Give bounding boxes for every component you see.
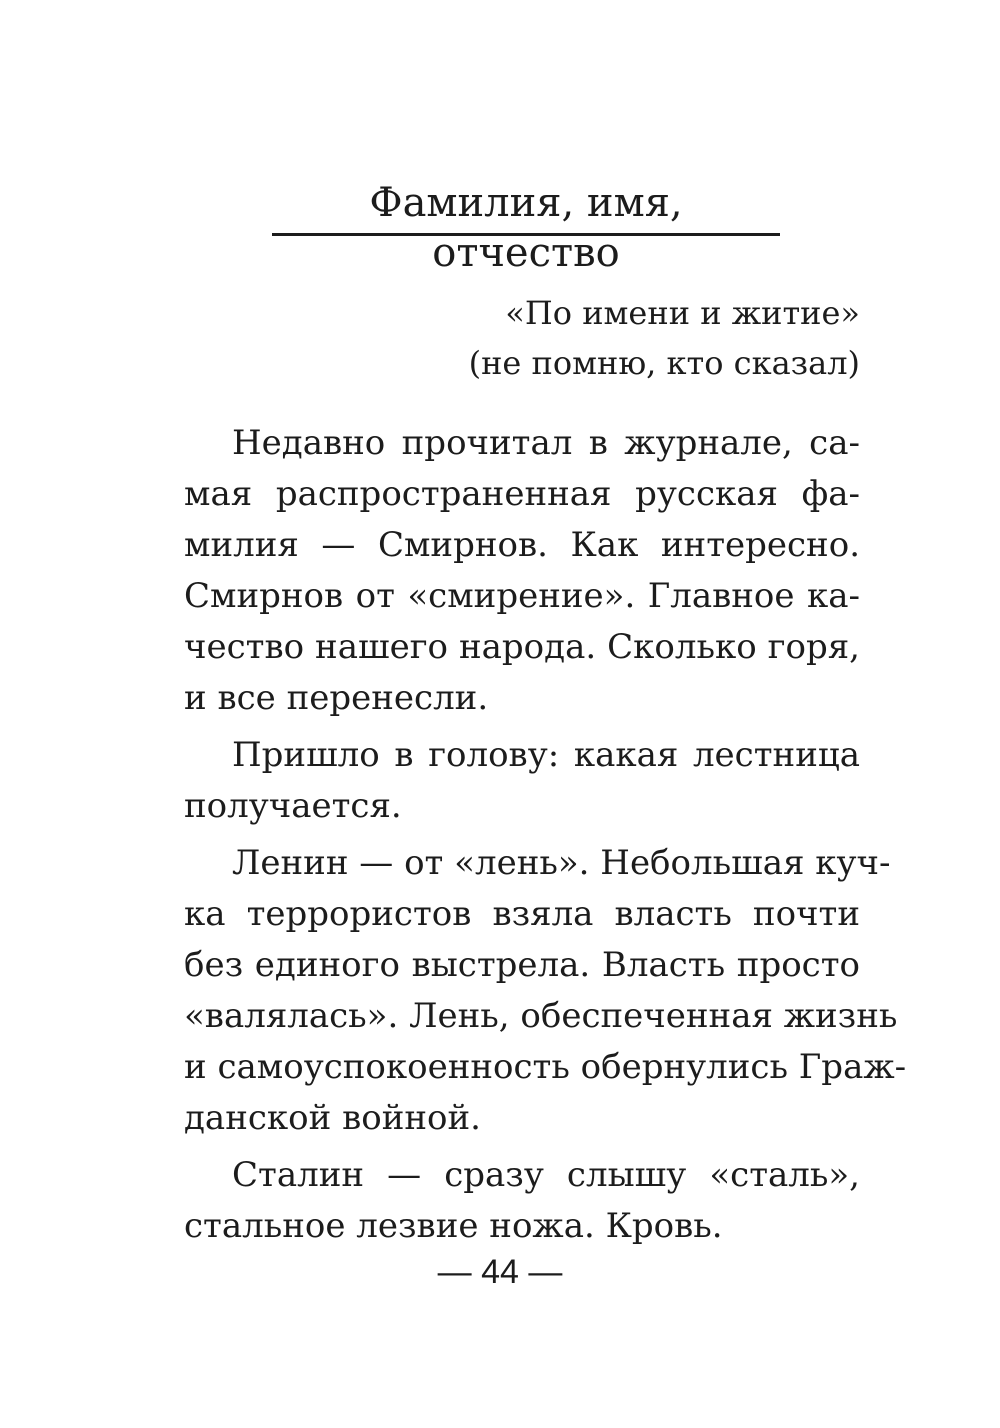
epigraph-quote: «По имени и житие» [505, 294, 860, 332]
text-line: данской войной. [184, 1098, 481, 1138]
paragraph [184, 418, 860, 724]
text-line: получается. [184, 786, 402, 826]
paragraph [184, 1150, 860, 1252]
text-line: Пришло в голову: какая лестница [232, 735, 860, 775]
text-line: ка террористов взяла власть почти [184, 894, 860, 934]
text-line: Сталин — сразу слышу «сталь», [232, 1155, 860, 1195]
body-text [184, 418, 907, 1258]
text-line: стальное лезвие ножа. Кровь. [184, 1206, 723, 1246]
epigraph-attribution: (не помню, кто сказал) [468, 344, 860, 382]
text-line: Смирнов от «смирение». Главное ка- [184, 576, 860, 616]
text-line: и все перенесли. [184, 678, 489, 718]
text-line: чество нашего народа. Сколько горя, [184, 627, 860, 667]
text-line: без единого выстрела. Власть просто [184, 945, 860, 985]
text-line: Недавно прочитал в журнале, са- [232, 423, 860, 463]
text-line: мая распространенная русская фа- [184, 474, 860, 514]
epigraph [440, 288, 860, 388]
text-line: милия — Смирнов. Как интересно. [184, 525, 860, 565]
paragraph [184, 730, 860, 832]
page-number: — 44 — [437, 1253, 563, 1291]
text-line: Ленин — от «лень». Небольшая куч- [232, 843, 891, 883]
chapter-title: Фамилия, имя, отчество [272, 178, 780, 236]
paragraph [184, 838, 907, 1144]
text-line: и самоуспокоенность обернулись Граж- [184, 1047, 907, 1087]
text-line: «валялась». Лень, обеспеченная жизнь [184, 996, 898, 1036]
